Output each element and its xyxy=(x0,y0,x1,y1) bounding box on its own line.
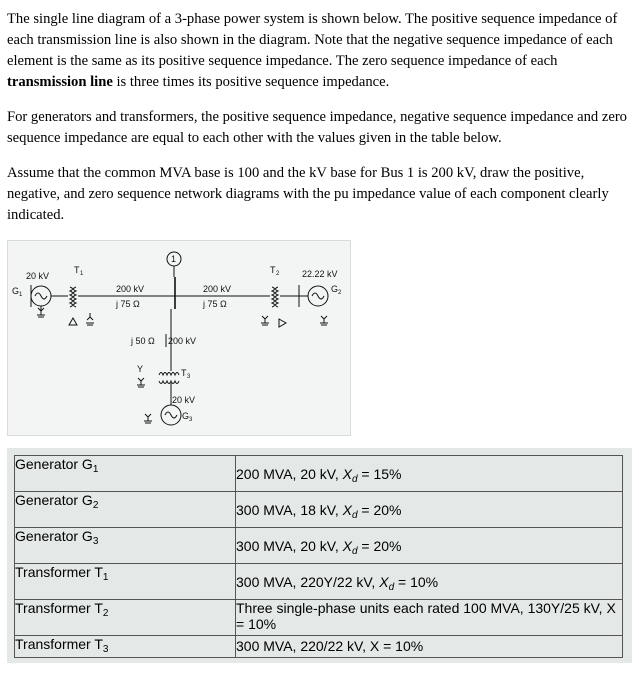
component-rating-cell: 300 MVA, 20 kV, $X_d = 20\%$ xyxy=(236,528,623,564)
component-name-cell: Generator $G_2$ xyxy=(15,492,236,528)
intro-text-end: is three times its positive sequence impedance. xyxy=(112,74,390,90)
component-name-cell: Generator $G_3$ xyxy=(15,528,236,564)
g1-kv-label: 20 kV xyxy=(26,271,50,281)
impedance-paragraph: For generators and transformers, the positive sequence impedance, negative sequence impedance and zero sequence impedance are equal to each other with the values given in the table below. xyxy=(7,109,627,146)
component-name-cell: Transformer $T_2$ xyxy=(15,600,236,636)
line-down-impedance: j 50 Ω xyxy=(131,336,155,346)
single-line-diagram xyxy=(7,240,351,436)
g2-label: G xyxy=(331,284,339,294)
t1-transformer-symbol xyxy=(70,287,76,307)
g3-sub: 3 xyxy=(189,417,193,423)
problem-intro-paragraph xyxy=(7,9,633,93)
table-row xyxy=(15,456,623,492)
table-row xyxy=(15,528,623,564)
t2-transformer-symbol xyxy=(272,287,278,307)
component-name-cell: Transformer $T_3$ xyxy=(15,636,236,658)
component-name-cell: Generator $G_1$ xyxy=(15,456,236,492)
table-row xyxy=(15,600,623,636)
t1-sub: 1 xyxy=(80,271,84,277)
t2-delta-icon xyxy=(279,319,286,327)
g3-label: G xyxy=(182,411,190,421)
t3-transformer-symbol xyxy=(159,373,179,384)
line-right-kv: 200 kV xyxy=(203,284,232,294)
component-name-cell: Transformer $T_1$ xyxy=(15,564,236,600)
ratings-table-container xyxy=(7,448,632,663)
intro-text: The single line diagram of a 3-phase power system is shown below. The positive sequence impedance of each transmission line is also shown in the diagram. Note that the negative sequence impedance of each element is the same as its positive sequence impedance. The zero sequence impedance of each xyxy=(7,11,618,69)
component-rating-cell: 200 MVA, 20 kV, $X_d = 15\%$ xyxy=(236,456,623,492)
line-left-impedance: j 75 Ω xyxy=(116,299,140,309)
g3-wye-ground-icon xyxy=(144,414,152,423)
g1-label: G xyxy=(12,286,20,296)
g1-sub: 1 xyxy=(19,292,23,298)
component-rating-cell: Three single-phase units each rated 100 MVA, 130Y/25 kV, X = 10% xyxy=(236,600,623,636)
g2-sub: 2 xyxy=(338,290,342,296)
t1-label: T xyxy=(74,265,80,275)
task-paragraph: Assume that the common MVA base is 100 and the kV base for Bus 1 is 200 kV, draw the positive, negative, and zero sequence network diagrams with the pu impedance value of each component clearly indicated. xyxy=(7,165,609,223)
t3-label: T xyxy=(181,368,187,378)
t2-wye-ground-icon xyxy=(261,316,269,325)
t2-sub: 2 xyxy=(276,271,280,277)
g3-kv-label: 20 kV xyxy=(172,395,196,405)
line-left-kv: 200 kV xyxy=(116,284,145,294)
intro-bold-text: transmission line xyxy=(7,74,113,90)
t3-wye-ground-icon xyxy=(137,378,145,387)
t3-winding-label: Y xyxy=(137,364,144,374)
line-down-kv: 200 kV xyxy=(168,336,197,346)
g2-wye-ground-icon xyxy=(320,316,328,325)
ratings-table xyxy=(14,455,623,658)
t3-sub: 3 xyxy=(187,374,191,380)
t1-wye-ground-icon xyxy=(86,313,94,325)
component-rating-cell: 300 MVA, 220Y/22 kV, $X_d = 10\%$ xyxy=(236,564,623,600)
table-row xyxy=(15,636,623,658)
component-rating-cell: 300 MVA, 18 kV, $X_d = 20\%$ xyxy=(236,492,623,528)
t1-delta-icon xyxy=(69,318,77,325)
component-rating-cell: 300 MVA, 220/22 kV, X = 10% xyxy=(236,636,623,658)
bus-1-number: 1 xyxy=(171,254,177,264)
line-right-impedance: j 75 Ω xyxy=(203,299,227,309)
table-row xyxy=(15,492,623,528)
table-row xyxy=(15,564,623,600)
t2-label: T xyxy=(270,265,276,275)
g2-kv-label: 22.22 kV xyxy=(302,269,338,279)
